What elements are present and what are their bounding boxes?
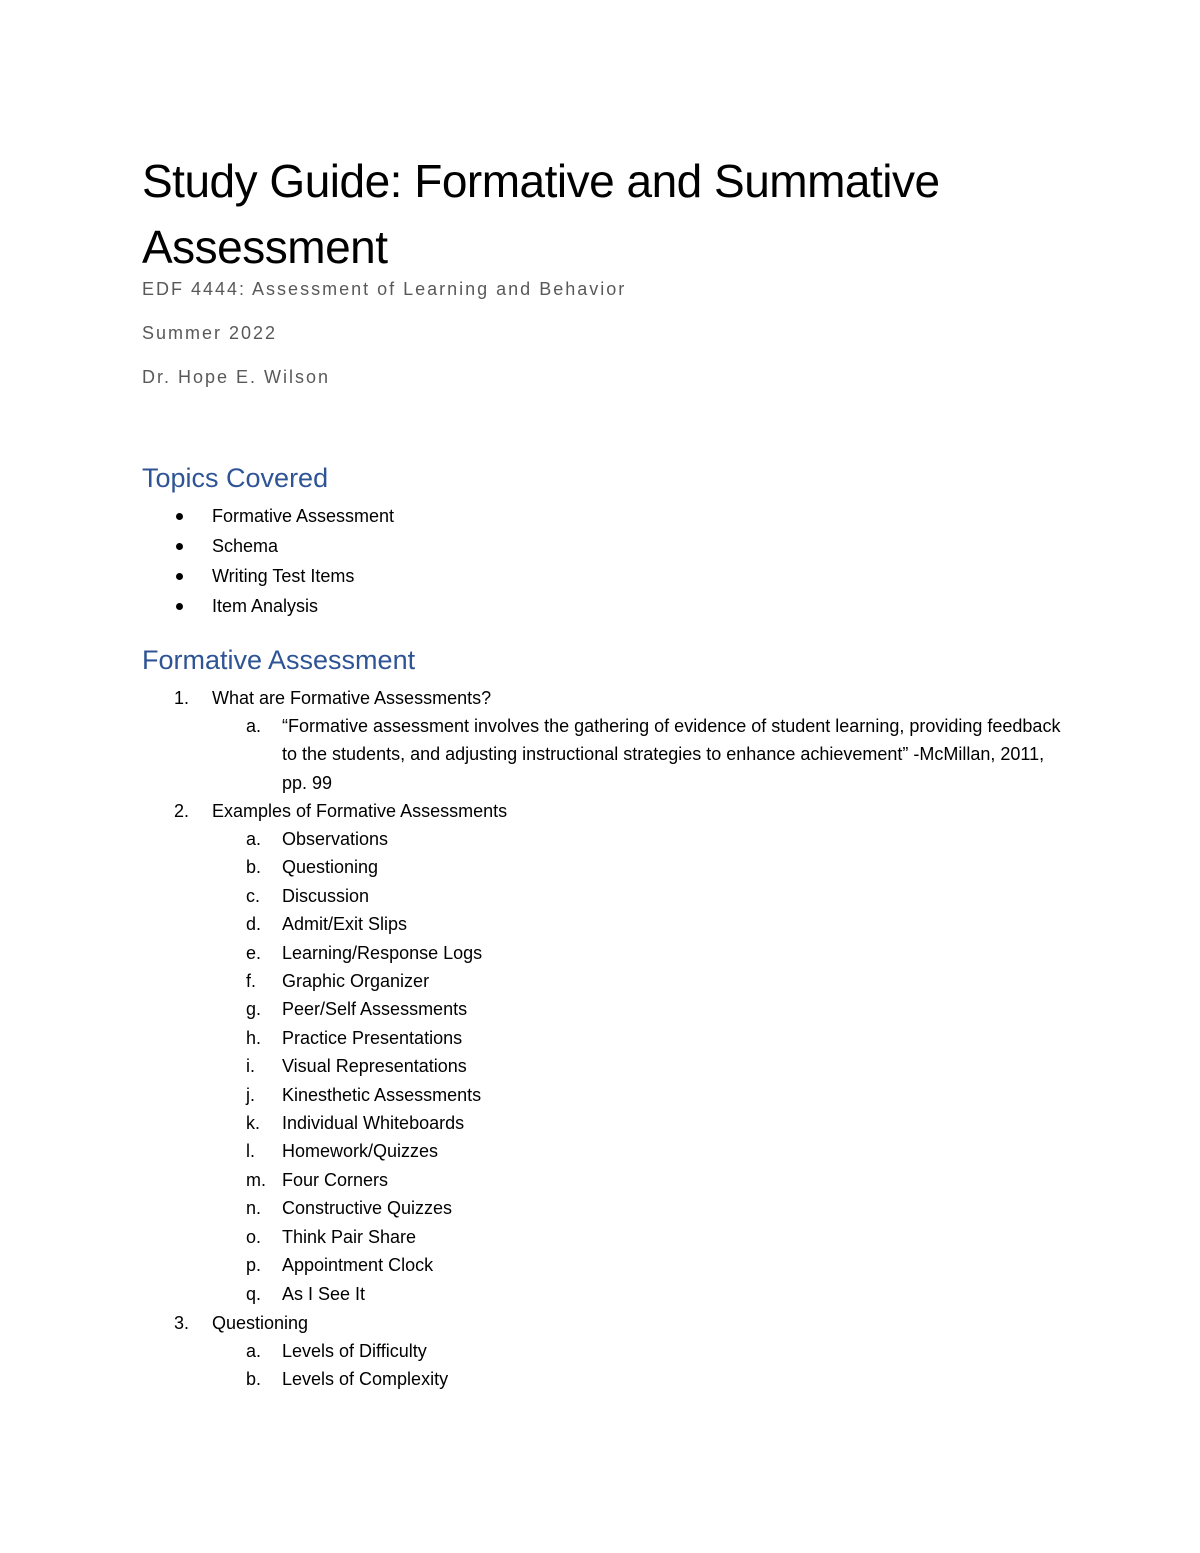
- sub-item-text: Think Pair Share: [282, 1226, 417, 1247]
- topic-item: Formative Assessment: [142, 502, 394, 532]
- bullet-icon: [176, 513, 183, 520]
- sub-item-text: Learning/Response Logs: [282, 942, 483, 963]
- topics-heading: Topics Covered: [142, 463, 329, 493]
- item-number: 1.: [174, 688, 190, 708]
- sub-label: j.: [246, 1084, 255, 1105]
- sub-item-text: As I See It: [282, 1283, 366, 1304]
- sub-label: q.: [246, 1283, 262, 1304]
- sub-item-text: Four Corners: [282, 1169, 389, 1190]
- sub-label: k.: [246, 1113, 261, 1134]
- outline-item-1: [142, 684, 1072, 797]
- topic-item: Schema: [142, 532, 394, 562]
- sub-item-text: Levels of Complexity: [282, 1369, 449, 1390]
- sub-item-text: Homework/Quizzes: [282, 1141, 439, 1162]
- bullet-icon: [176, 573, 183, 580]
- topics-list: [142, 502, 394, 622]
- quote-text: “Formative assessment involves the gathering of evidence of student learning, providing feedback to the students, and adjusting instructional strategies to enhance achievement” -McMillan, 2011, pp. 99: [282, 716, 1061, 793]
- instructor: Dr. Hope E. Wilson: [142, 367, 331, 387]
- sub-item-text: Peer/Self Assessments: [282, 999, 468, 1020]
- term: Summer 2022: [142, 323, 278, 343]
- sub-label: e.: [246, 942, 262, 963]
- sub-label: b.: [246, 1369, 262, 1390]
- sub-item-text: Practice Presentations: [282, 1027, 463, 1048]
- sub-item-text: Appointment Clock: [282, 1255, 434, 1276]
- sub-label: m.: [246, 1169, 266, 1190]
- sub-item-text: Constructive Quizzes: [282, 1198, 453, 1219]
- sub-item-text: Kinesthetic Assessments: [282, 1084, 482, 1105]
- sub-label: b.: [246, 857, 262, 878]
- sub-item-text: Individual Whiteboards: [282, 1113, 465, 1134]
- outline-item-2: [142, 797, 1072, 1308]
- sub-item-text: Observations: [282, 829, 389, 849]
- formative-heading: Formative Assessment: [142, 645, 416, 675]
- bullet-icon: [176, 543, 183, 550]
- sub-label: c.: [246, 885, 261, 906]
- sub-label: i.: [246, 1056, 255, 1077]
- item-number: 3.: [174, 1313, 190, 1333]
- item-text: Questioning: [212, 1313, 309, 1333]
- sub-item-text: Graphic Organizer: [282, 971, 430, 992]
- sub-label: l.: [246, 1141, 255, 1162]
- sub-item-text: Levels of Difficulty: [282, 1341, 427, 1361]
- sub-label: a.: [246, 829, 262, 849]
- item-number: 2.: [174, 801, 190, 821]
- topic-item: Item Analysis: [142, 592, 394, 622]
- document-title: Study Guide: Formative and Summative Assessment: [142, 155, 940, 273]
- bullet-icon: [176, 603, 183, 610]
- sub-item-text: Admit/Exit Slips: [282, 914, 408, 935]
- sub-label: n.: [246, 1198, 262, 1219]
- outline-item-3: [142, 1309, 1072, 1394]
- sub-label: f.: [246, 971, 257, 992]
- sub-item-text: Discussion: [282, 885, 370, 906]
- sub-label: a.: [246, 1341, 262, 1361]
- topic-item: Writing Test Items: [142, 562, 394, 592]
- sub-label: d.: [246, 914, 262, 935]
- sub-label: a.: [246, 716, 262, 736]
- item-text: Examples of Formative Assessments: [212, 801, 508, 821]
- sub-label: g.: [246, 999, 262, 1020]
- course-name: EDF 4444: Assessment of Learning and Behavior: [142, 279, 627, 299]
- sub-item-text: Visual Representations: [282, 1056, 467, 1077]
- item-text: What are Formative Assessments?: [212, 688, 492, 708]
- sub-label: h.: [246, 1027, 262, 1048]
- sub-item-text: Questioning: [282, 857, 379, 878]
- sub-label: p.: [246, 1255, 262, 1276]
- sub-label: o.: [246, 1226, 262, 1247]
